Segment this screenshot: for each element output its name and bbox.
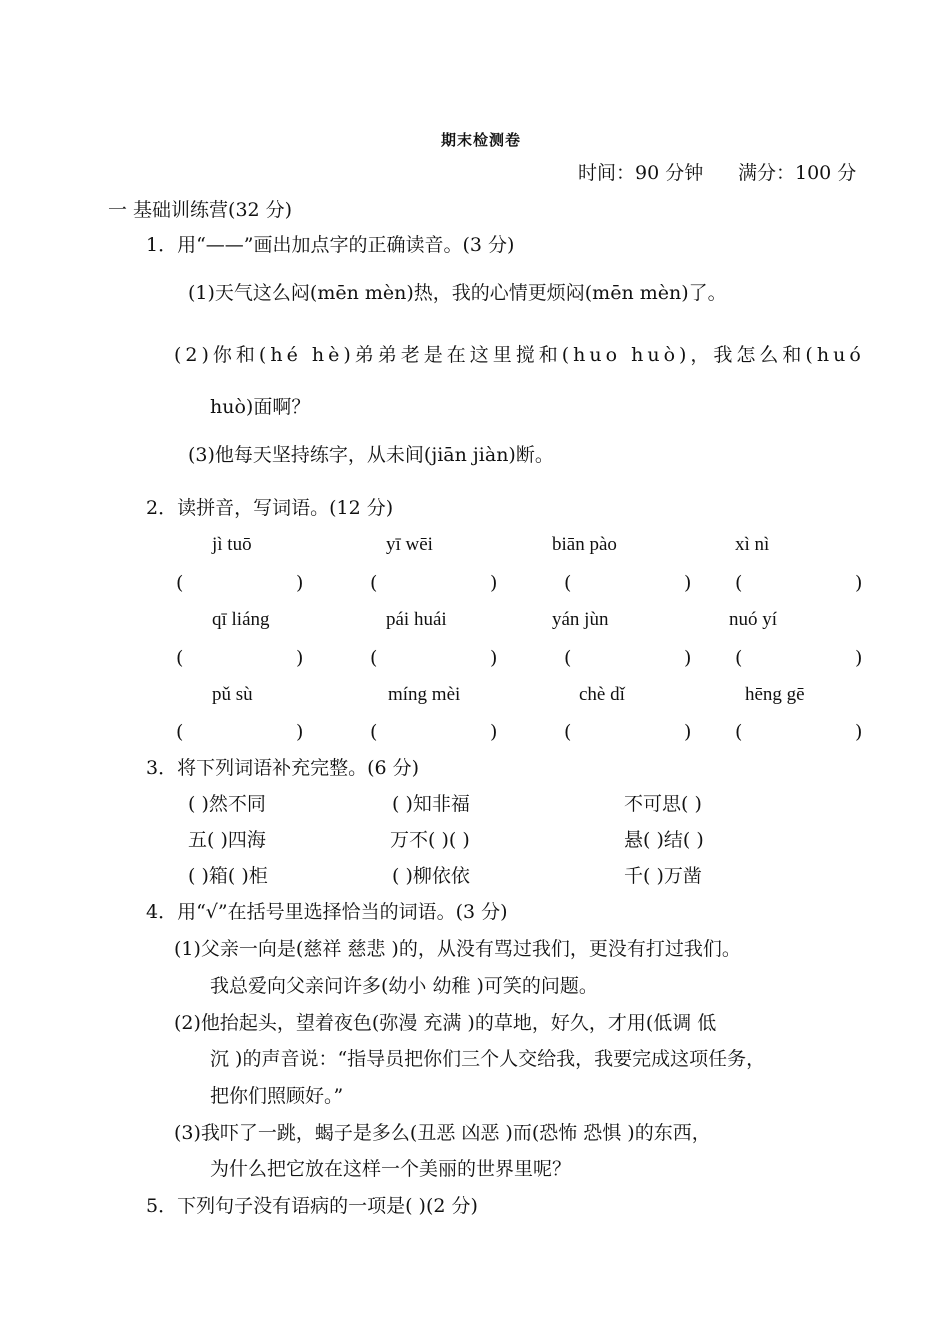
idiom-fill[interactable]: ( )箱( )柜	[188, 865, 268, 887]
answer-bracket-open[interactable]: (	[564, 647, 572, 669]
answer-bracket-close[interactable]: )	[684, 647, 692, 669]
answer-bracket-close[interactable]: )	[684, 721, 692, 743]
pinyin-cell: míng mèi	[388, 684, 461, 705]
pinyin-cell: biān pào	[552, 534, 617, 555]
answer-bracket-open[interactable]: (	[176, 572, 184, 594]
answer-bracket-open[interactable]: (	[176, 721, 184, 743]
q4-sentence-2-line-3: 把你们照顾好。”	[210, 1085, 344, 1107]
pinyin-cell: chè dǐ	[579, 684, 625, 705]
q1-stem: 1．用“——”画出加点字的正确读音。(3 分)	[146, 234, 515, 256]
answer-bracket-open[interactable]: (	[370, 647, 378, 669]
pinyin-cell: qī liáng	[212, 609, 270, 630]
answer-bracket-close[interactable]: )	[296, 647, 304, 669]
q4-stem: 4．用“√”在括号里选择恰当的词语。(3 分)	[146, 901, 508, 923]
answer-bracket-close[interactable]: )	[684, 572, 692, 594]
idiom-fill[interactable]: 悬( )结( )	[624, 829, 704, 851]
idiom-fill[interactable]: 万不( )( )	[390, 829, 470, 851]
answer-bracket-close[interactable]: )	[296, 721, 304, 743]
idiom-fill[interactable]: ( )然不同	[188, 793, 266, 815]
answer-bracket-close[interactable]: )	[490, 572, 498, 594]
pinyin-cell: hēng gē	[745, 684, 805, 705]
idiom-fill[interactable]: 不可思( )	[624, 793, 702, 815]
answer-bracket-open[interactable]: (	[735, 572, 743, 594]
answer-bracket-close[interactable]: )	[296, 572, 304, 594]
exam-full-score: 满分：100 分	[738, 162, 857, 184]
q5-stem: 5．下列句子没有语病的一项是( )(2 分)	[146, 1195, 478, 1217]
q4-sentence-1-line-2: 我总爱向父亲问许多(幼小 幼稚 )可笑的问题。	[210, 975, 598, 997]
q2-stem: 2．读拼音，写词语。(12 分)	[146, 497, 394, 519]
q4-sentence-3-line-1: (3)我吓了一跳，蝎子是多么(丑恶 凶恶 )而(恐怖 恐惧 )的东西，	[174, 1122, 711, 1144]
pinyin-cell: xì nì	[735, 534, 770, 555]
q1-sentence-3: (3)他每天坚持练字，从未间(jiān jiàn)断。	[188, 444, 554, 466]
pinyin-cell: yán jùn	[552, 609, 609, 630]
pinyin-cell: jì tuō	[212, 534, 252, 555]
pinyin-cell: nuó yí	[729, 609, 778, 630]
answer-bracket-open[interactable]: (	[370, 572, 378, 594]
answer-bracket-open[interactable]: (	[564, 572, 572, 594]
pinyin-cell: pái huái	[386, 609, 447, 630]
q4-sentence-2-line-2: 沉 )的声音说：“指导员把你们三个人交给我，我要完成这项任务，	[210, 1048, 766, 1070]
q4-sentence-3-line-2: 为什么把它放在这样一个美丽的世界里呢？	[210, 1158, 572, 1180]
answer-bracket-open[interactable]: (	[176, 647, 184, 669]
exam-time: 时间：90 分钟	[578, 162, 704, 184]
answer-bracket-close[interactable]: )	[855, 721, 863, 743]
q3-stem: 3．将下列词语补充完整。(6 分)	[146, 757, 420, 779]
answer-bracket-close[interactable]: )	[490, 721, 498, 743]
answer-bracket-close[interactable]: )	[855, 647, 863, 669]
page-title: 期末检测卷	[441, 131, 522, 149]
pinyin-cell: yī wēi	[386, 534, 433, 555]
answer-bracket-close[interactable]: )	[490, 647, 498, 669]
q1-sentence-1: (1)天气这么闷(mēn mèn)热，我的心情更烦闷(mēn mèn)了。	[188, 282, 727, 304]
q4-sentence-2-line-1: (2)他抬起头，望着夜色(弥漫 充满 )的草地，好久，才用(低调 低	[174, 1012, 717, 1034]
answer-bracket-close[interactable]: )	[855, 572, 863, 594]
answer-bracket-open[interactable]: (	[564, 721, 572, 743]
answer-bracket-open[interactable]: (	[735, 721, 743, 743]
pinyin-cell: pǔ sù	[212, 684, 253, 705]
idiom-fill[interactable]: 五( )四海	[188, 829, 266, 851]
idiom-fill[interactable]: 千( )万凿	[624, 865, 702, 887]
answer-bracket-open[interactable]: (	[370, 721, 378, 743]
idiom-fill[interactable]: ( )柳依依	[392, 865, 470, 887]
q1-sentence-2-line-1: (2)你和(hé hè)弟弟老是在这里搅和(huo huò)，我怎么和(huó	[174, 344, 865, 366]
idiom-fill[interactable]: ( )知非福	[392, 793, 470, 815]
section-heading: 一 基础训练营(32 分)	[108, 199, 293, 221]
q1-sentence-2-line-2: huò)面啊？	[210, 396, 311, 418]
answer-bracket-open[interactable]: (	[735, 647, 743, 669]
q4-sentence-1-line-1: (1)父亲一向是(慈祥 慈悲 )的，从没有骂过我们，更没有打过我们。	[174, 938, 741, 960]
